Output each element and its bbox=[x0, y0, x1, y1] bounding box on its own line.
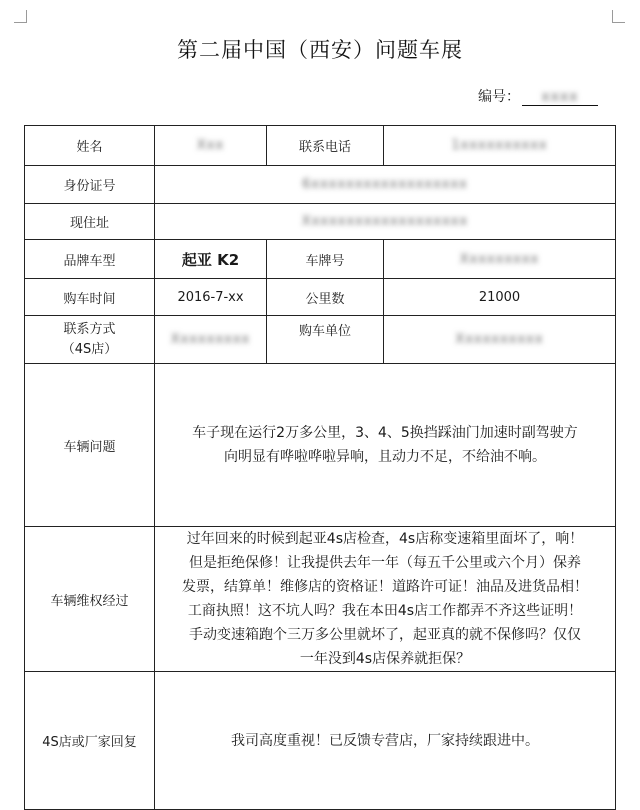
rights-process-text bbox=[155, 527, 616, 672]
contact-value: Xxxxxxxxx bbox=[170, 332, 251, 347]
problem-text-line1: 车子现在运行2万多公里，3、4、5换挡踩油门加速时副驾驶方 bbox=[192, 425, 578, 441]
rights-process-label: 车辆维权经过 bbox=[25, 527, 155, 672]
contact-label-line1: 联系方式 bbox=[63, 321, 116, 337]
rights-process-line: 但是拒绝保修！让我提供去年一年（每五千公里或六个月）保养 bbox=[189, 555, 581, 571]
serial-value: xxxx bbox=[541, 89, 579, 105]
form-row-address bbox=[25, 204, 616, 240]
form-row-brand bbox=[25, 240, 616, 279]
dealer-value-cell bbox=[384, 316, 616, 364]
dealer-label: 购车单位 bbox=[267, 316, 384, 364]
form-row-reply bbox=[25, 672, 616, 810]
contact-label-line2: （4S店） bbox=[61, 341, 118, 357]
form-row-id-card bbox=[25, 166, 616, 204]
problem-text bbox=[155, 364, 616, 527]
form-row-rights-process bbox=[25, 527, 616, 672]
dealer-value: Xxxxxxxxxx bbox=[455, 332, 544, 347]
reply-text: 我司高度重视！已反馈专营店，厂家持续跟进中。 bbox=[155, 672, 616, 810]
rights-process-line: 发票，结算单！维修店的资格证！道路许可证！油品及进货品相！ bbox=[182, 579, 588, 595]
id-card-label: 身份证号 bbox=[25, 166, 155, 204]
rights-process-line: 手动变速箱跑个三万多公里就坏了，起亚真的就不保修吗？仅仅 bbox=[189, 627, 581, 643]
address-value: Xxxxxxxxxxxxxxxxxxx bbox=[301, 214, 469, 229]
complaint-form-table bbox=[24, 125, 616, 810]
serial-number bbox=[478, 86, 598, 106]
crop-mark-top-left bbox=[14, 10, 27, 23]
plate-label: 车牌号 bbox=[267, 240, 384, 279]
phone-value-cell bbox=[384, 126, 616, 166]
rights-process-line: 工商执照！这不坑人吗？我在本田4s店工作都弄不齐这些证明！ bbox=[187, 603, 583, 619]
address-value-cell bbox=[155, 204, 616, 240]
phone-label: 联系电话 bbox=[267, 126, 384, 166]
phone-value: 1xxxxxxxxxx bbox=[451, 138, 548, 153]
crop-mark-top-right bbox=[612, 10, 625, 23]
problem-text-line2: 向明显有哗啦哗啦异响，且动力不足，不给油不响。 bbox=[224, 449, 546, 465]
brand-value: 起亚 K2 bbox=[155, 240, 267, 279]
contact-value-cell bbox=[155, 316, 267, 364]
serial-label: 编号： bbox=[478, 89, 520, 105]
problem-label: 车辆问题 bbox=[25, 364, 155, 527]
mileage-value: 21000 bbox=[384, 279, 616, 316]
address-label: 现住址 bbox=[25, 204, 155, 240]
id-card-value: 6xxxxxxxxxxxxxxxxxx bbox=[302, 177, 468, 192]
rights-process-line: 过年回来的时候到起亚4s店检查，4s店称变速箱里面坏了，响！ bbox=[186, 531, 584, 547]
name-value: Xxx bbox=[196, 138, 225, 153]
purchase-date-label: 购车时间 bbox=[25, 279, 155, 316]
contact-label-cell bbox=[25, 316, 155, 364]
serial-value-field bbox=[522, 89, 598, 106]
form-row-contact bbox=[25, 316, 616, 364]
brand-label: 品牌车型 bbox=[25, 240, 155, 279]
purchase-date-value: 2016-7-xx bbox=[155, 279, 267, 316]
name-value-cell bbox=[155, 126, 267, 166]
form-row-purchase bbox=[25, 279, 616, 316]
reply-label: 4S店或厂家回复 bbox=[25, 672, 155, 810]
mileage-label: 公里数 bbox=[267, 279, 384, 316]
name-label: 姓名 bbox=[25, 126, 155, 166]
plate-value-cell bbox=[384, 240, 616, 279]
form-row-name bbox=[25, 126, 616, 166]
form-row-problem bbox=[25, 364, 616, 527]
plate-value: Xxxxxxxxx bbox=[459, 251, 540, 267]
document-title: 第二届中国（西安）问题车展 bbox=[177, 38, 463, 62]
id-card-value-cell bbox=[155, 166, 616, 204]
rights-process-line: 一年没到4s店保养就拒保？ bbox=[299, 651, 471, 667]
